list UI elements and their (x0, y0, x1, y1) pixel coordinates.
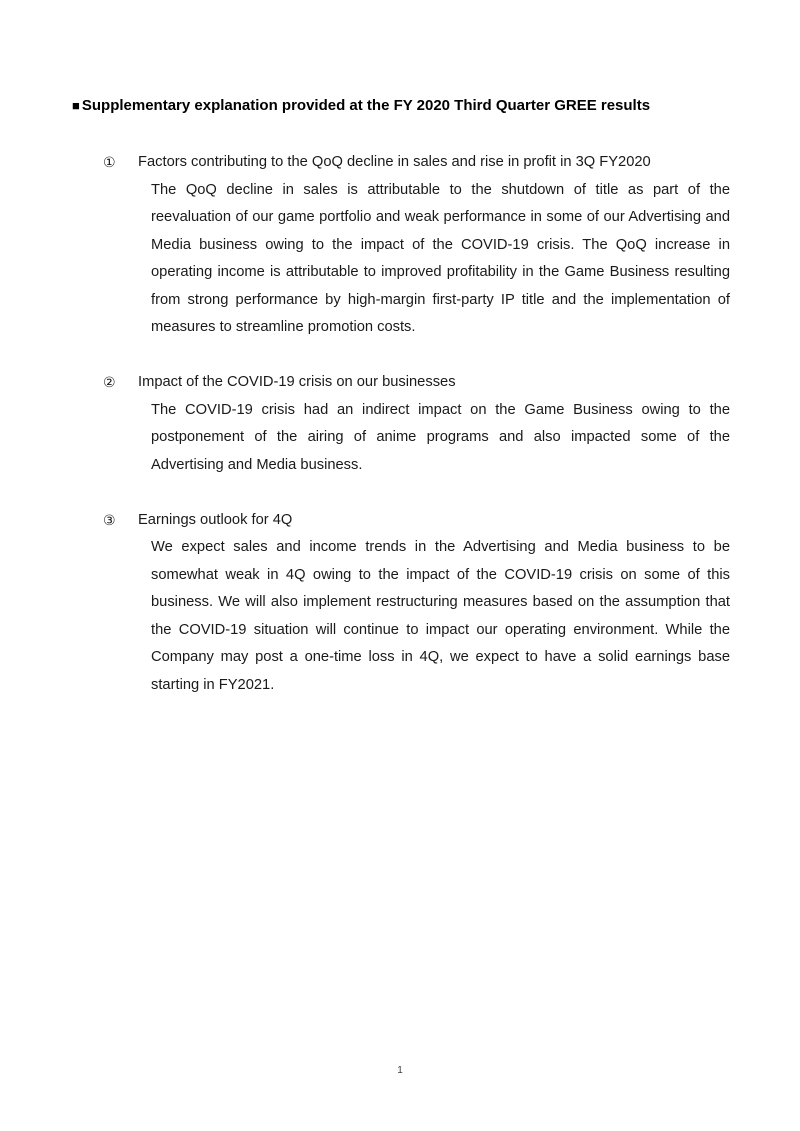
section-1 (103, 149, 730, 342)
circled-number-1-icon: ① (103, 154, 116, 170)
section-3-body: We expect sales and income trends in the Advertising and Media business to be somewhat weak in 4Q owing to the impact of the COVID-19 crisis on some of this business. We will also implement restructuring measures based on the assumption that the COVID-19 situation will continue to impact our operating environment. While the Company may post a one-time loss in 4Q, we expect to have a solid earnings base starting in FY2021. (151, 539, 730, 693)
section-1-heading-text: Factors contributing to the QoQ decline in sales and rise in profit in 3Q FY2020 (138, 154, 651, 170)
circled-number-3-icon: ③ (103, 511, 116, 528)
square-bullet-icon: ■ (72, 98, 80, 113)
section-2-heading (103, 369, 730, 397)
section-3 (103, 507, 730, 700)
circled-number-2-icon: ② (103, 374, 116, 390)
section-2-body: The COVID-19 crisis had an indirect impact on the Game Business owing to the postponement of the airing of anime programs and also impacted some of the Advertising and Media business. (151, 401, 730, 473)
page-number: 1 (397, 1065, 403, 1076)
section-1-body: The QoQ decline in sales is attributable to the shutdown of title as part of the reevaluation of our game portfolio and weak performance in some of our Advertising and Media business owing to the impact of the COVID-19 crisis. The QoQ increase in operating income is attributable to improved profitability in the Game Business resulting from strong performance by high-margin first-party IP title and the implementation of measures to streamline promotion costs. (151, 181, 730, 335)
document-title-text: Supplementary explanation provided at the FY 2020 Third Quarter GREE results (81, 97, 651, 114)
section-1-heading (103, 149, 730, 177)
document-title (72, 96, 730, 116)
sections-container (72, 149, 730, 699)
section-2 (103, 369, 730, 479)
section-2-heading-text: Impact of the COVID-19 crisis on our businesses (138, 374, 456, 390)
section-3-heading (103, 507, 730, 535)
section-3-heading-text: Earnings outlook for 4Q (138, 511, 293, 528)
